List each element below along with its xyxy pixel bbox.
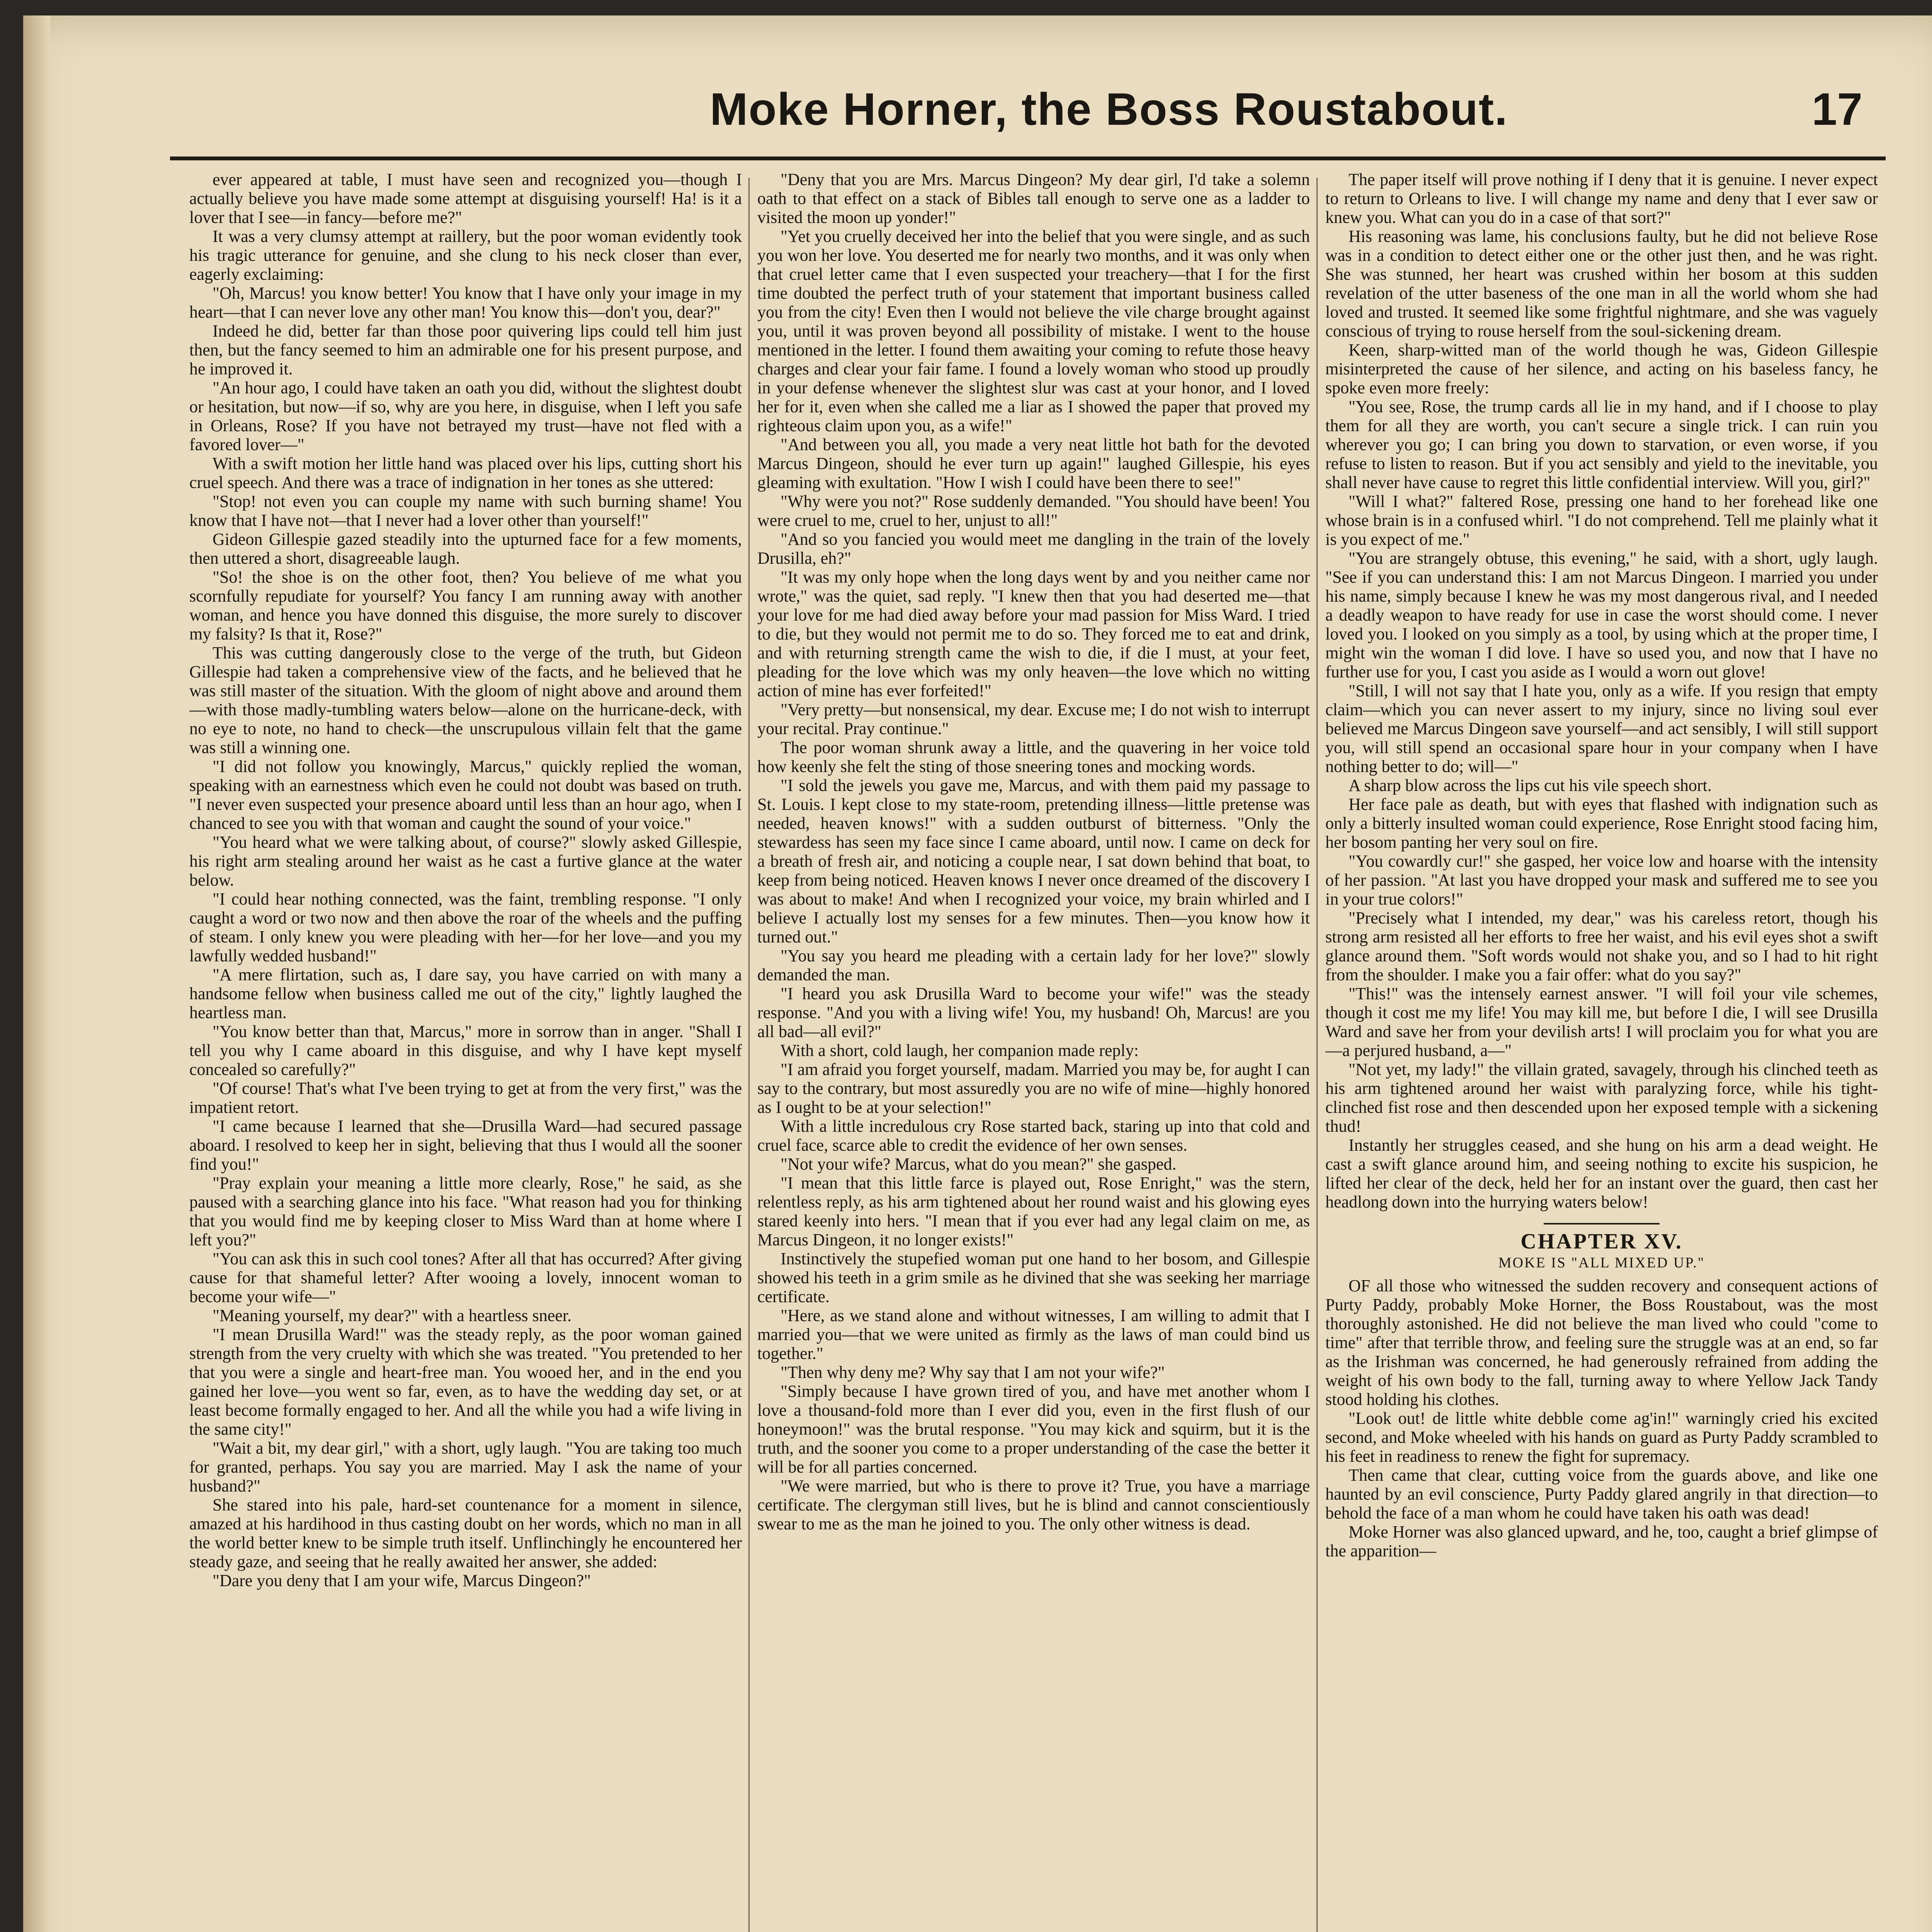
paragraph: "You are strangely obtuse, this evening," he said, with a short, ugly laugh. "See if you can understand this: I am not Marcus Dingeon. I married you under his name, simply because I knew he was my most dangerous rival, and I needed a deadly weapon to have ready for use in case the worst should come. I never loved you. I looked on you simply as a tool, by using which at the proper time, I might win the woman I did love. I have so used you, and now that I have no further use for you, I cast you aside as I would a worn out glove! [1325, 549, 1878, 681]
paragraph: Instinctively the stupefied woman put one hand to her bosom, and Gillespie showed his teeth in a grim smile as he divined that she was seeking her marriage certificate. [757, 1249, 1310, 1306]
paragraph: "And between you all, you made a very neat little hot bath for the devoted Marcus Dingeon, should he ever turn up again!" laughed Gillespie, his eyes gleaming with exultation. "How I wish I could have been there to see!" [757, 435, 1310, 492]
chapter-subtitle: MOKE IS "ALL MIXED UP." [1498, 1255, 1705, 1271]
paragraph: This was cutting dangerously close to the verge of the truth, but Gideon Gillespie had taken a comprehensive view of the facts, and he believed that he was still master of the situation. With the gloom of night above and around them—with those madly-tumbling waters below—alone on the hurricane-deck, with no eye to note, no hand to check—the unscrupulous villain felt that the game was still a winning one. [189, 643, 742, 757]
paragraph: Indeed he did, better far than those poor quivering lips could tell him just then, but the fancy seemed to him an admirable one for his present purpose, and he improved it. [189, 321, 742, 378]
paragraph: "I did not follow you knowingly, Marcus," quickly replied the woman, speaking with an earnestness which even he could not doubt was based on truth. "I never even suspected your presence aboard until less than an hour ago, when I chanced to see you with that woman and caught the sound of your voice." [189, 757, 742, 833]
paragraph: "Look out! de little white debble come ag'in!" warningly cried his excited second, and Moke wheeled with his hands on guard as Purty Paddy scrambled to his feet in readiness to renew the fight for supremacy. [1325, 1409, 1878, 1466]
paragraph: "Pray explain your meaning a little more clearly, Rose," he said, as she paused with a searching glance into his face. "What reason had you for thinking that you would find me by keeping closer to Miss Ward than at home where I left you?" [189, 1173, 742, 1249]
paragraph: "Why were you not?" Rose suddenly demanded. "You should have been! You were cruel to me, cruel to her, unjust to all!" [757, 492, 1310, 530]
column-divider [1316, 178, 1318, 1932]
newspaper-page [23, 15, 1932, 1932]
paragraph: Then came that clear, cutting voice from the guards above, and like one haunted by an evil conscience, Purty Paddy glared angrily in that direction—to behold the face of a man whom he could have taken his oath was dead! [1325, 1466, 1878, 1522]
paragraph: With a swift motion her little hand was placed over his lips, cutting short his cruel speech. And there was a trace of indignation in her tones as she uttered: [189, 454, 742, 492]
paragraph: "Of course! That's what I've been trying to get at from the very first," was the impatient retort. [189, 1079, 742, 1117]
paragraph: "It was my only hope when the long days went by and you neither came nor wrote," was the quiet, sad reply. "I knew then that you had deserted me—that your love for me had died away before your mad passion for Miss Ward. I tried to die, but they would not permit me to do so. They forced me to eat and drink, and with returning strength came the wish to die, if die I must, at your feet, pleading for the love which was my only heaven—the love which no witting action of mine has ever forfeited!" [757, 568, 1310, 700]
text-column-2 [757, 170, 1310, 1932]
column-divider [748, 178, 750, 1932]
paragraph: "Precisely what I intended, my dear," was his careless retort, though his strong arm resisted all her efforts to free her waist, and his evil eyes shot a swift glance around them. "Soft words would not shake you, and so I had to hit right from the shoulder. I make you a fair offer: what do you say?" [1325, 908, 1878, 984]
text-column-1 [189, 170, 742, 1932]
paragraph: Moke Horner was also glanced upward, and he, too, caught a brief glimpse of the apparition— [1325, 1522, 1878, 1560]
paragraph: A sharp blow across the lips cut his vile speech short. [1349, 776, 1712, 795]
paragraph: "I heard you ask Drusilla Ward to become your wife!" was the steady response. "And you with a living wife! You, my husband! Oh, Marcus! are you all bad—all evil?" [757, 984, 1310, 1041]
paragraph: "You cowardly cur!" she gasped, her voice low and hoarse with the intensity of her passion. "At last you have dropped your mask and suffered me to see you in your true colors!" [1325, 852, 1878, 908]
paragraph: "This!" was the intensely earnest answer. "I will foil your vile schemes, though it cost me my life! You may kill me, but before I die, I will see Drusilla Ward and save her from your devilish arts! I will proclaim you for what you are—a perjured husband, a—" [1325, 984, 1878, 1060]
paragraph: "We were married, but who is there to prove it? True, you have a marriage certificate. The clergyman still lives, but he is blind and cannot conscientiously swear to me as the man he joined to you. The only other witness is dead. [757, 1476, 1310, 1533]
page-binding-edge [23, 15, 50, 1932]
paragraph: "You can ask this in such cool tones? After all that has occurred? After giving cause for that shameful letter? After wooing a lovely, innocent woman to become your wife—" [189, 1249, 742, 1306]
paragraph: "So! the shoe is on the other foot, then? You believe of me what you scornfully repudiate for yourself? You fancy I am running away with another woman, and hence you have donned this disguise, the more surely to discover my falsity? Is that it, Rose?" [189, 568, 742, 643]
paragraph: "Simply because I have grown tired of you, and have met another whom I love a thousand-fold more than I ever did you, even in the first flush of our honeymoon!" was the brutal response. "You may kick and squirm, but it is the truth, and the sooner you come to a proper understanding of the case the better it will be for all parties concerned. [757, 1382, 1310, 1476]
paragraph: "Oh, Marcus! you know better! You know that I have only your image in my heart—that I can never love any other man! You know this—don't you, dear?" [189, 284, 742, 321]
paragraph: "Here, as we stand alone and without witnesses, I am willing to admit that I married you—that we were united as firmly as the laws of man could bind us together." [757, 1306, 1310, 1363]
paragraph: "Will I what?" faltered Rose, pressing one hand to her forehead like one whose brain is in a confused whirl. "I do not comprehend. Tell me plainly what it is you expect of me." [1325, 492, 1878, 549]
paragraph: ever appeared at table, I must have seen and recognized you—though I actually believe you have made some attempt at disguising yourself! Ha! is it a lover that I see—in fancy—before me?" [189, 170, 742, 227]
text-column-3 [1325, 170, 1878, 1932]
running-title: Moke Horner, the Boss Roustabout. [710, 84, 1508, 135]
paragraph: "Deny that you are Mrs. Marcus Dingeon? My dear girl, I'd take a solemn oath to that effect on a stack of Bibles tall enough to serve one as a ladder to visited the moon up yonder!" [757, 170, 1310, 227]
paragraph: The poor woman shrunk away a little, and the quavering in her voice told how keenly she felt the sting of those sneering tones and mocking words. [757, 738, 1310, 776]
paragraph: With a little incredulous cry Rose started back, staring up into that cold and cruel face, scarce able to credit the evidence of her own senses. [757, 1117, 1310, 1155]
page-number: 17 [1811, 84, 1862, 135]
page-header [170, 83, 1886, 156]
paragraph: "Then why deny me? Why say that I am not your wife?" [781, 1363, 1165, 1382]
paragraph: "You see, Rose, the trump cards all lie in my hand, and if I choose to play them for all they are worth, you can't secure a single trick. I can ruin you wherever you go; I can bring you down to starvation, or even worse, if you refuse to listen to reason. But if you act sensibly and yield to the inevitable, you shall never have cause to regret this little confidential interview. Will you, girl?" [1325, 397, 1878, 492]
chapter-rule [1544, 1223, 1660, 1225]
paragraph: OF all those who witnessed the sudden recovery and consequent actions of Purty Paddy, probably Moke Horner, the Boss Roustabout, was the most thoroughly astonished. He did not believe the man lived who could "come to time" after that terrible throw, and feeling sure the struggle was at an end, so far as the Irishman was concerned, he had generously refrained from adding the weight of his own body to the fall, turning away to where Yellow Jack Tandy stood holding his clothes. [1325, 1276, 1878, 1409]
paragraph: Instantly her struggles ceased, and she hung on his arm a dead weight. He cast a swift glance around him, and seeing nothing to excite his suspicion, he lifted her clear of the deck, held her for an instant over the guard, then cast her headlong down into the hurrying waters below! [1325, 1136, 1878, 1211]
paragraph: "You know better than that, Marcus," more in sorrow than in anger. "Shall I tell you why I came aboard in this disguise, and why I have kept myself concealed so carefully?" [189, 1022, 742, 1079]
paragraph: "Wait a bit, my dear girl," with a short, ugly laugh. "You are taking too much for granted, perhaps. You say you are married. May I ask the name of your husband?" [189, 1439, 742, 1495]
paragraph: "An hour ago, I could have taken an oath you did, without the slightest doubt or hesitation, but now—if so, why are you here, in disguise, when I left you safe in Orleans, Rose? If you have not betrayed my trust—have not fled with a favored lover—" [189, 378, 742, 454]
paragraph: She stared into his pale, hard-set countenance for a moment in silence, amazed at his hardihood in thus casting doubt on her words, which no man in all the world better knew to be simple truth itself. Unflinchingly he encountered her steady gaze, and seeing that he really awaited her answer, she added: [189, 1495, 742, 1571]
paragraph: With a short, cold laugh, her companion made reply: [781, 1041, 1139, 1060]
paragraph: "And so you fancied you would meet me dangling in the train of the lovely Drusilla, eh?" [757, 530, 1310, 568]
paragraph: "Very pretty—but nonsensical, my dear. Excuse me; I do not wish to interrupt your recital. Pray continue." [757, 700, 1310, 738]
paragraph: "You say you heard me pleading with a certain lady for her love?" slowly demanded the man. [757, 946, 1310, 984]
paragraph: "Yet you cruelly deceived her into the belief that you were single, and as such you won her love. You deserted me for nearly two months, and it was only when that cruel letter came that I even suspected your treachery—that I for the first time doubted the perfect truth of your statement that important business called you from the city! Even then I would not believe the vile charge brought against you, until it was proven beyond all possibility of mistake. I went to the house mentioned in the letter. I found them awaiting your coming to refute those heavy charges and clear your fair fame. I found a lovely woman who stood up proudly in your defense whenever the slightest slur was cast at your honor, and I loved her for it, even when she called me a liar as I showed the paper that proved my righteous claim upon you, as a wife!" [757, 227, 1310, 435]
paragraph: "Not yet, my lady!" the villain grated, savagely, through his clinched teeth as his arm tightened around her waist with paralyzing force, while his tight-clinched fist rose and then descended upon her exposed temple with a sickening thud! [1325, 1060, 1878, 1136]
paragraph: His reasoning was lame, his conclusions faulty, but he did not believe Rose was in a condition to detect either one or the other just then, and he was right. She was stunned, her heart was crushed within her bosom at this sudden revelation of the utter baseness of the one man in all the world whom she had loved and trusted. It seemed like some frightful nightmare, and she was vaguely conscious of trying to rouse herself from the soul-sickening dream. [1325, 227, 1878, 340]
paragraph: "I sold the jewels you gave me, Marcus, and with them paid my passage to St. Louis. I kept close to my state-room, pretending illness—little pretense was needed, heaven knows!" with a sudden outburst of bitterness. "Only the stewardess has seen my face since I came aboard, until now. I came on deck for a breath of fresh air, and noticing a couple near, I sat down behind that boat, to keep from being noticed. Heaven knows I never once dreamed of the discovery I was about to make! And when I recognized your voice, my brain whirled and I believe I actually lost my senses for a few minutes. Then—you know how it turned out." [757, 776, 1310, 946]
paragraph: "I mean that this little farce is played out, Rose Enright," was the stern, relentless reply, as his arm tightened about her round waist and his glowing eyes stared keenly into hers. "I mean that if you ever had any legal claim on me, as Marcus Dingeon, it no longer exists!" [757, 1173, 1310, 1249]
paragraph: It was a very clumsy attempt at raillery, but the poor woman evidently took his tragic utterance for genuine, and she clung to his neck closer than ever, eagerly exclaiming: [189, 227, 742, 284]
paragraph: "I came because I learned that she—Drusilla Ward—had secured passage aboard. I resolved to keep her in sight, believing that thus I would all the sooner find you!" [189, 1117, 742, 1173]
chapter-title: CHAPTER XV. [1520, 1230, 1683, 1253]
paragraph: "Stop! not even you can couple my name with such burning shame! You know that I have not—that I never had a lover other than yourself!" [189, 492, 742, 530]
paragraph: "Dare you deny that I am your wife, Marcus Dingeon?" [213, 1571, 591, 1590]
paragraph: "You heard what we were talking about, of course?" slowly asked Gillespie, his right arm stealing around her waist as he cast a furtive glance at the water below. [189, 833, 742, 889]
paragraph: Keen, sharp-witted man of the world though he was, Gideon Gillespie misinterpreted the cause of her silence, and acting on his baseless fancy, he spoke even more freely: [1325, 340, 1878, 397]
paragraph: "Not your wife? Marcus, what do you mean?" she gasped. [781, 1155, 1177, 1173]
paragraph: "Meaning yourself, my dear?" with a heartless sneer. [213, 1306, 572, 1325]
paragraph: Gideon Gillespie gazed steadily into the upturned face for a few moments, then uttered a short, disagreeable laugh. [189, 530, 742, 568]
paragraph: "I could hear nothing connected, was the faint, trembling response. "I only caught a word or two now and then above the roar of the wheels and the puffing of steam. I only knew you were pleading with her—for her love—and you my lawfully wedded husband!" [189, 889, 742, 965]
paragraph: "I am afraid you forget yourself, madam. Married you may be, for aught I can say to the contrary, but most assuredly you are no wife of mine—highly honored as I ought to be at your selection!" [757, 1060, 1310, 1117]
paragraph: "A mere flirtation, such as, I dare say, you have carried on with many a handsome fellow when business called me out of the city," lightly laughed the heartless man. [189, 965, 742, 1022]
paragraph: The paper itself will prove nothing if I deny that it is genuine. I never expect to return to Orleans to live. I will change my name and deny that I ever saw or knew you. What can you do in a case of that sort?" [1325, 170, 1878, 227]
paragraph: Her face pale as death, but with eyes that flashed with indignation such as only a bitterly insulted woman could experience, Rose Enright stood facing him, her bosom panting her very soul on fire. [1325, 795, 1878, 852]
paragraph: "Still, I will not say that I hate you, only as a wife. If you resign that empty claim—which you can never assert to my injury, since no living soul ever believed me Marcus Dingeon save yourself—and act sensibly, I will still support you, will still spend an occasional spare hour in your company when I have nothing better to do; will—" [1325, 681, 1878, 776]
paragraph: "I mean Drusilla Ward!" was the steady reply, as the poor woman gained strength from the very cruelty with which she was treated. "You pretended to her that you were a single and heart-free man. You wooed her, and in the end you gained her love—you went so far, even, as to have the wedding day set, or at least become formally engaged to her. And all the while you had a wife living in the same city!" [189, 1325, 742, 1439]
header-rule [170, 156, 1886, 160]
